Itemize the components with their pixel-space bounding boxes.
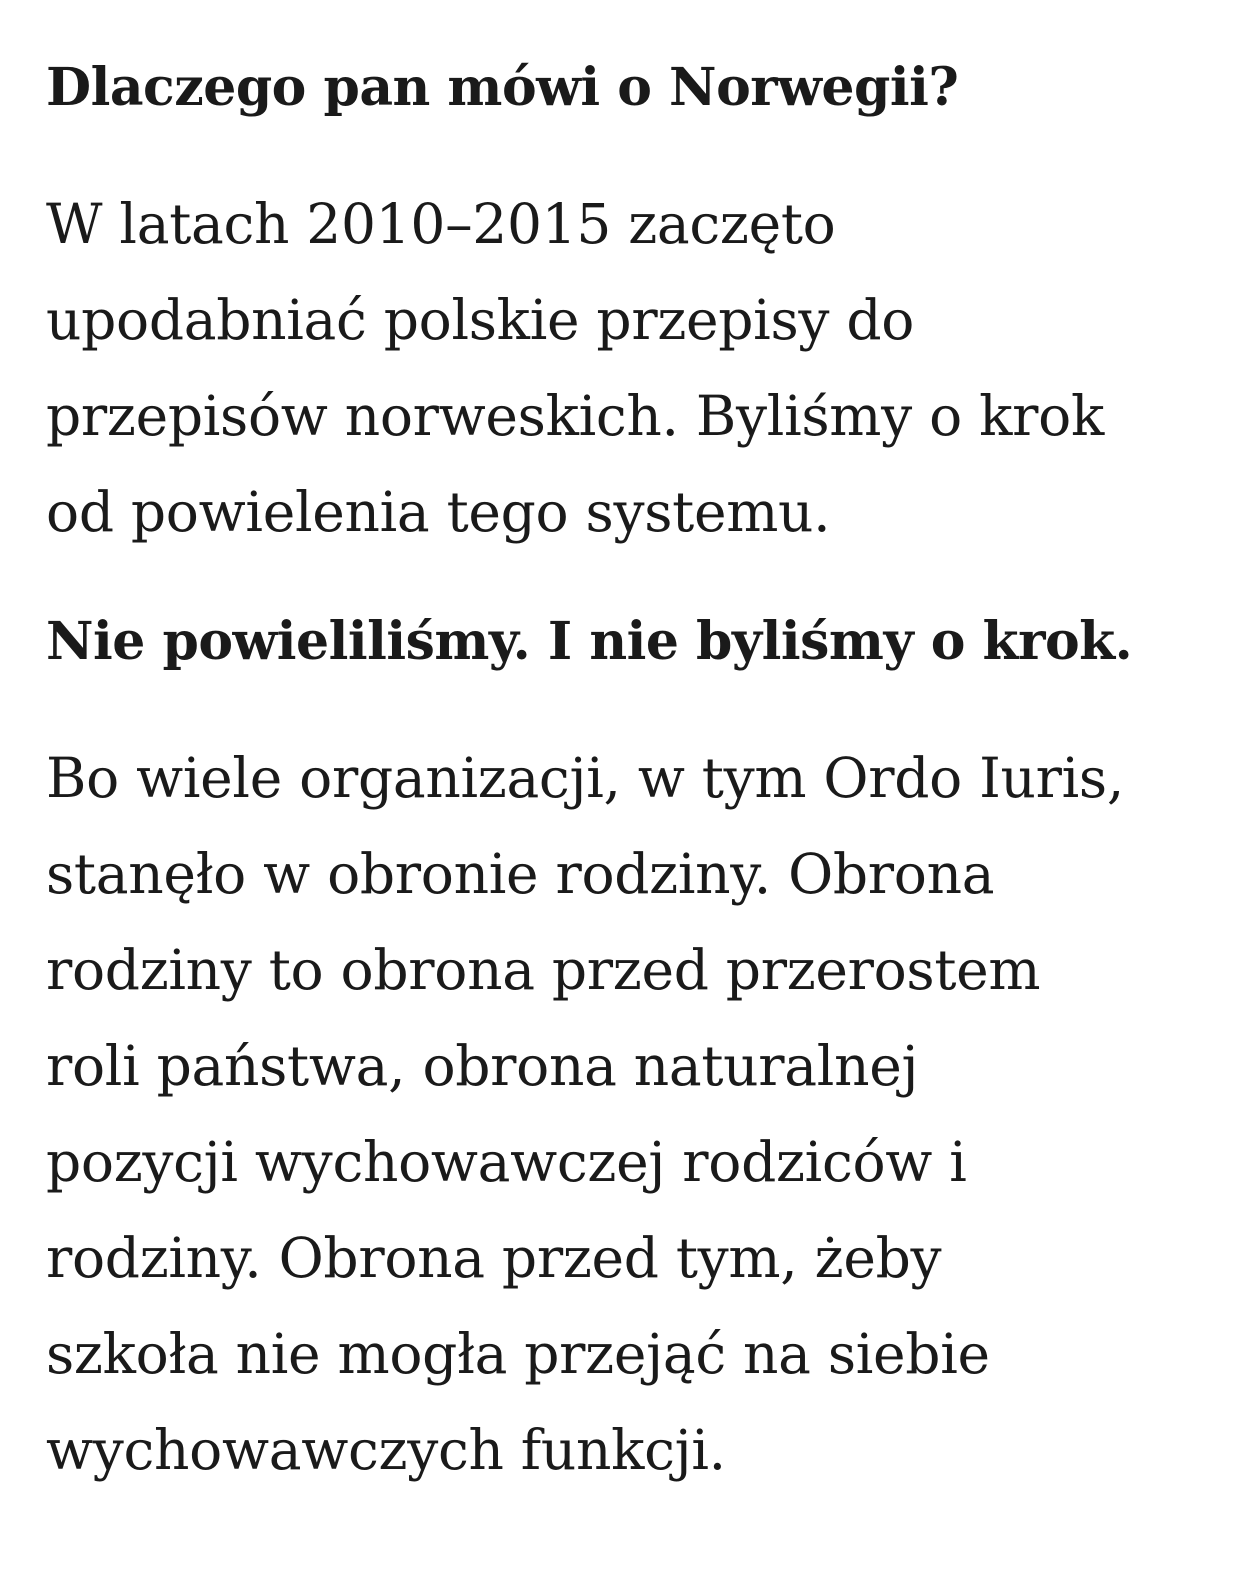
interview-question: Dlaczego pan mówi o Norwegii? bbox=[46, 57, 959, 118]
answer-line: W latach 2010–2015 zaczęto bbox=[46, 192, 836, 256]
qa-block-2 bbox=[46, 594, 1206, 1498]
answer-line: Bo wiele organizacji, w tym Ordo Iuris, bbox=[46, 746, 1125, 810]
interview-answer bbox=[46, 176, 1206, 560]
interview-question: Nie powieliliśmy. I nie byliśmy o krok. bbox=[46, 611, 1133, 672]
qa-block-1 bbox=[46, 40, 1206, 560]
answer-line: upodabniać polskie przepisy do bbox=[46, 288, 915, 352]
answer-line: przepisów norweskich. Byliśmy o krok bbox=[46, 384, 1104, 448]
answer-line: rodziny to obrona przed przerostem bbox=[46, 938, 1041, 1002]
answer-line: rodziny. Obrona przed tym, żeby bbox=[46, 1226, 942, 1290]
answer-line: pozycji wychowawczej rodziców i bbox=[46, 1130, 967, 1194]
answer-line: wychowawczych funkcji. bbox=[46, 1418, 726, 1482]
answer-line: stanęło w obronie rodziny. Obrona bbox=[46, 842, 995, 906]
answer-line: szkoła nie mogła przejąć na siebie bbox=[46, 1322, 990, 1386]
article-body bbox=[46, 40, 1206, 1498]
interview-answer bbox=[46, 730, 1206, 1498]
answer-line: od powielenia tego systemu. bbox=[46, 480, 831, 544]
answer-line: roli państwa, obrona naturalnej bbox=[46, 1034, 919, 1098]
